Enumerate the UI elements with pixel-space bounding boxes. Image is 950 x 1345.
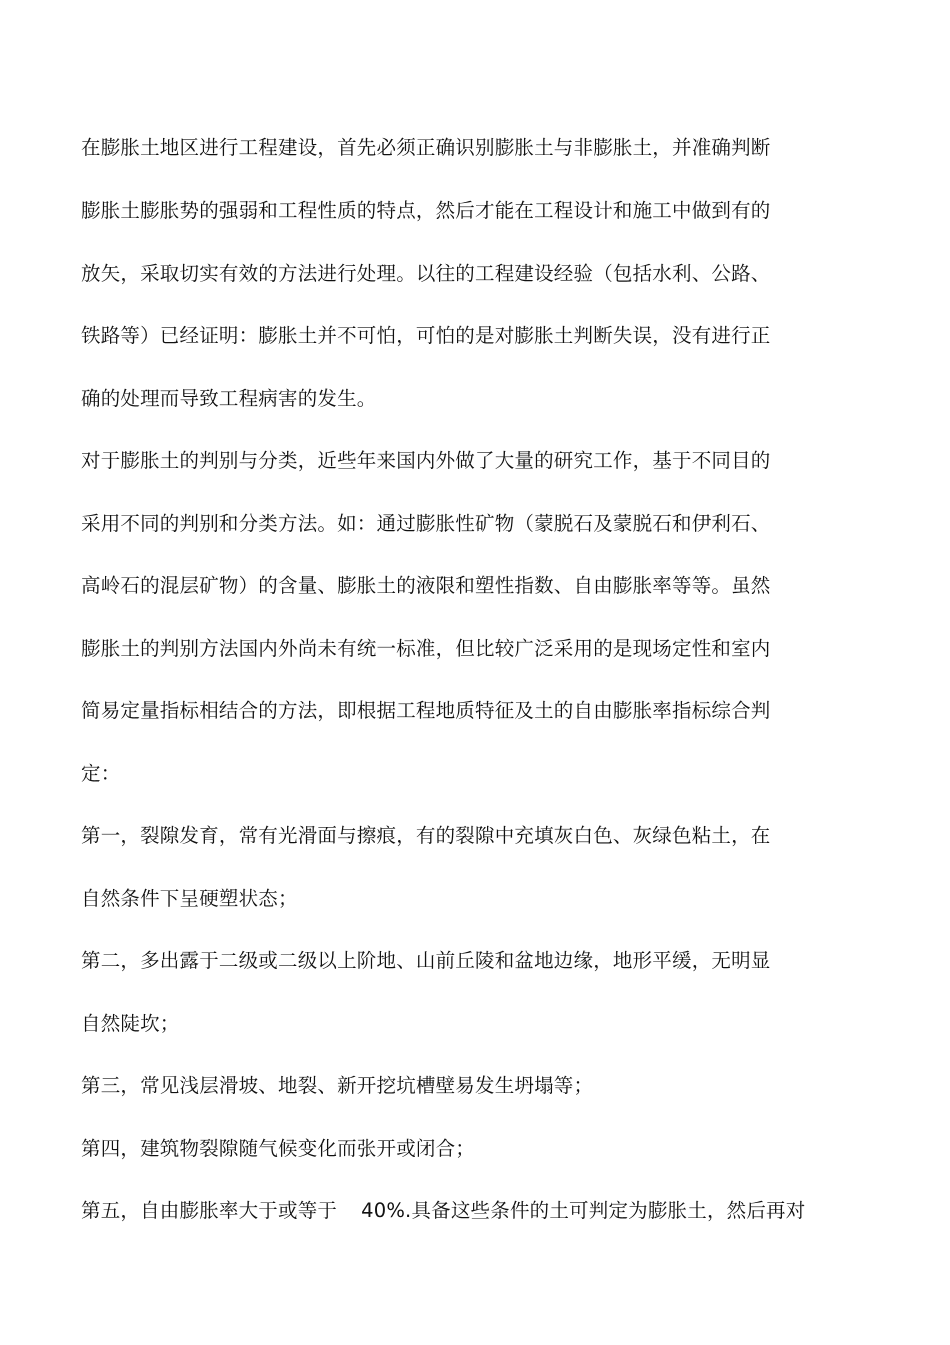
text-line-17: 第四，建筑物裂隙随气候变化而张开或闭合；: [81, 1137, 476, 1160]
text-line-8: 高岭石的混层矿物）的含量、膨胀土的液限和塑性指数、自由膨胀率等等。虽然: [81, 574, 771, 597]
text-line-18-start: 第五，自由膨胀率大于或等于: [81, 1199, 338, 1222]
text-line-5: 确的处理而导致工程病害的发生。: [81, 387, 377, 410]
text-line-16: 第三，常见浅层滑坡、地裂、新开挖坑槽壁易发生坍塌等；: [81, 1074, 594, 1097]
text-line-18: [81, 1198, 805, 1224]
text-line-11: 定：: [81, 762, 121, 785]
text-line-18-end: 40%.具备这些条件的土可判定为膨胀土，然后再对: [361, 1199, 806, 1222]
text-line-4: 铁路等）已经证明：膨胀土并不可怕，可怕的是对膨胀土判断失误，没有进行正: [81, 324, 771, 347]
text-line-10: 简易定量指标相结合的方法，即根据工程地质特征及土的自由膨胀率指标综合判: [81, 699, 771, 722]
text-line-13: 自然条件下呈硬塑状态；: [81, 887, 298, 910]
text-line-12: 第一，裂隙发育，常有光滑面与擦痕，有的裂隙中充填灰白色、灰绿色粘土，在: [81, 824, 771, 847]
text-line-15: 自然陡坎；: [81, 1012, 180, 1035]
text-line-9: 膨胀土的判别方法国内外尚未有统一标准，但比较广泛采用的是现场定性和室内: [81, 637, 771, 660]
text-line-1: 在膨胀土地区进行工程建设，首先必须正确识别膨胀土与非膨胀土，并准确判断: [81, 136, 771, 159]
text-line-3: 放矢，采取切实有效的方法进行处理。以往的工程建设经验（包括水利、公路、: [81, 262, 771, 285]
text-line-14: 第二，多出露于二级或二级以上阶地、山前丘陵和盆地边缘，地形平缓，无明显: [81, 949, 771, 972]
text-line-6: 对于膨胀土的判别与分类，近些年来国内外做了大量的研究工作，基于不同目的: [81, 449, 771, 472]
text-line-2: 膨胀土膨胀势的强弱和工程性质的特点，然后才能在工程设计和施工中做到有的: [81, 199, 771, 222]
text-line-7: 采用不同的判别和分类方法。如：通过膨胀性矿物（蒙脱石及蒙脱石和伊利石、: [81, 512, 771, 535]
